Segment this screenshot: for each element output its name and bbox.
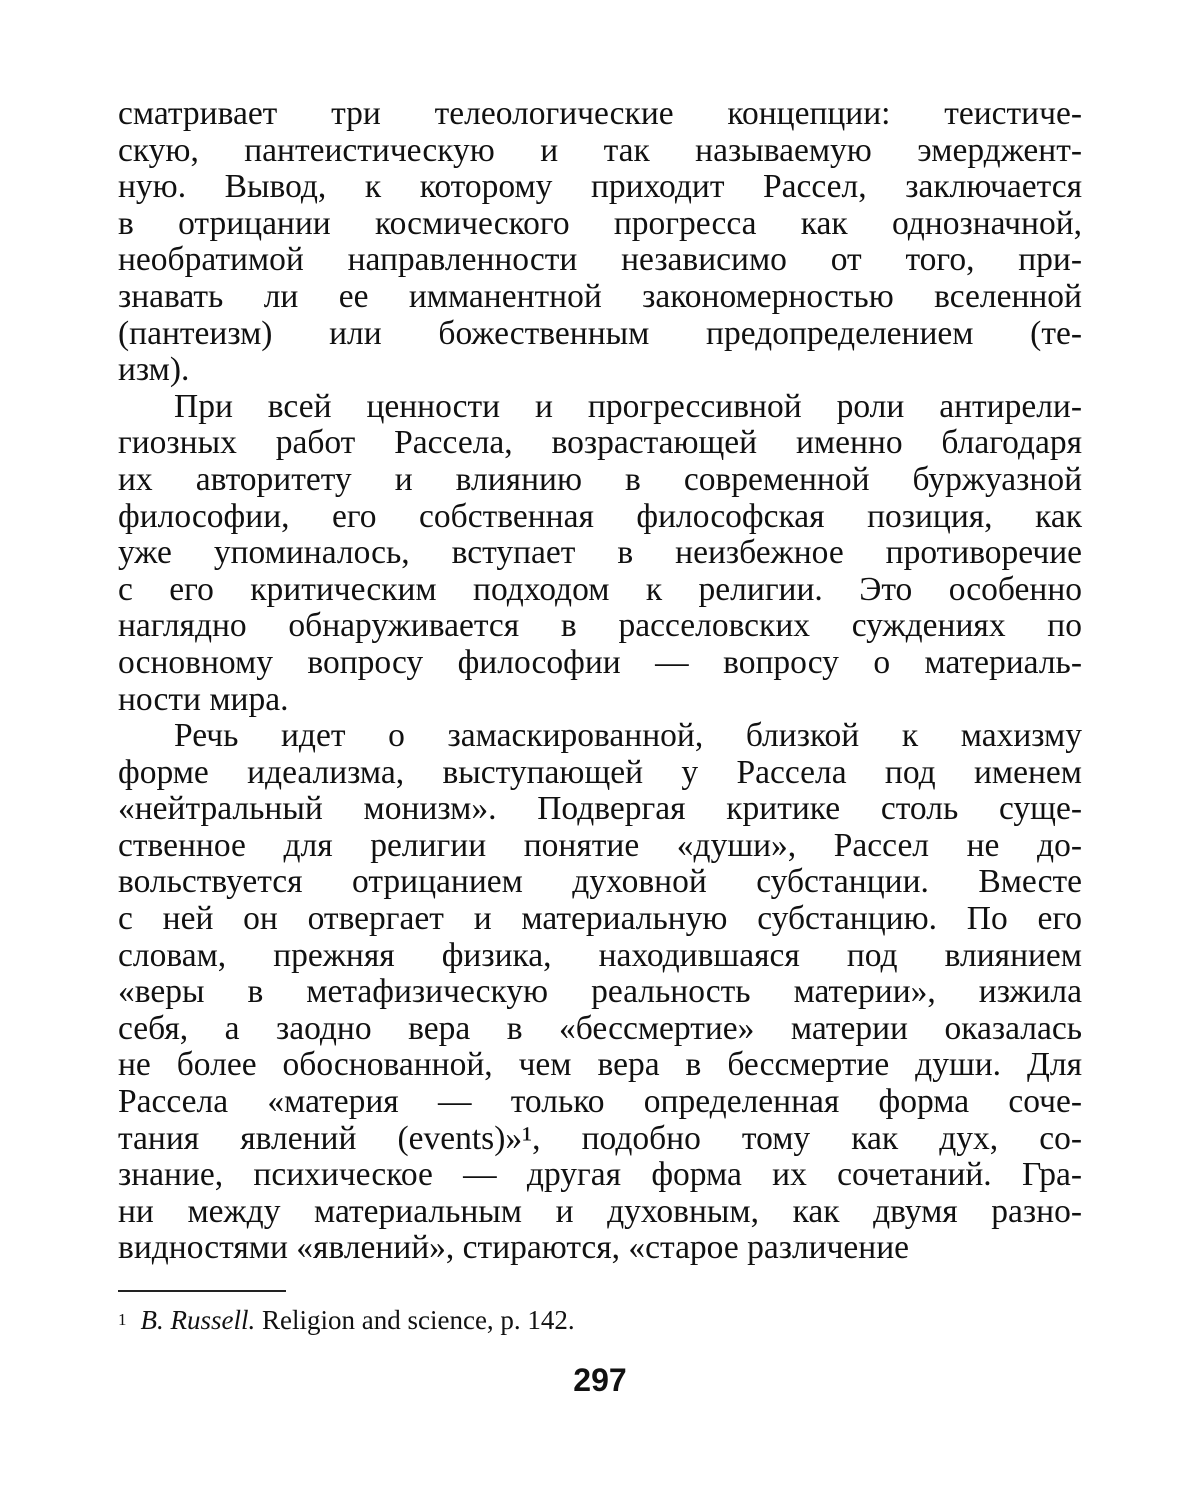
- text-line: себя, а заодно вера в «бессмертие» материи оказалась: [118, 1009, 1082, 1047]
- text-line: основному вопросу философии — вопросу о материаль-: [118, 643, 1082, 681]
- text-line: «нейтральный монизм». Подвергая критике столь суще-: [118, 790, 1082, 828]
- text-line: ственное для религии понятие «души», Рассел не до-: [118, 826, 1082, 864]
- text-line: При всей ценности и прогрессивной роли антирели-: [174, 387, 1082, 425]
- footnote-marker: 1: [118, 1310, 127, 1329]
- text-line: Речь идет о замаскированной, близкой к махизму: [174, 717, 1082, 755]
- text-line: изм).: [118, 351, 190, 389]
- text-line: ности мира.: [118, 680, 289, 718]
- text-line: вольствуется отрицанием духовной субстанции. Вместе: [118, 863, 1082, 901]
- text-line: видностями «явлений», стираются, «старое различение: [118, 1229, 910, 1267]
- text-line: «веры в метафизическую реальность материи», изжила: [118, 973, 1082, 1011]
- footnote-divider: [118, 1290, 286, 1292]
- text-line: необратимой направленности независимо от того, при-: [118, 241, 1082, 279]
- text-line: словам, прежняя физика, находившаяся под влиянием: [118, 936, 1082, 974]
- page-body: [118, 96, 1082, 1267]
- text-line: ную. Вывод, к которому приходит Рассел, заключается: [118, 168, 1082, 206]
- text-line: Рассела «материя — только определенная форма соче-: [118, 1083, 1082, 1121]
- text-line: сматривает три телеологические концепции: теистиче-: [118, 95, 1082, 132]
- text-line: ни между материальным и духовным, как двумя разно-: [118, 1192, 1082, 1230]
- text-line: с ней он отвергает и материальную субстанцию. По его: [118, 900, 1082, 938]
- text-line: в отрицании космического прогресса как однозначной,: [118, 204, 1082, 242]
- text-line: не более обоснованной, чем вера в бессмертие души. Для: [118, 1046, 1082, 1084]
- text-line: наглядно обнаруживается в расселовских суждениях по: [118, 607, 1082, 645]
- footnote-author: B. Russell.: [140, 1305, 256, 1335]
- paragraph-2: [118, 389, 1082, 718]
- text-line: форме идеализма, выступающей у Рассела под именем: [118, 753, 1082, 791]
- text-line: их авторитету и влиянию в современной буржуазной: [118, 460, 1082, 498]
- text-line: с его критическим подходом к религии. Это особенно: [118, 570, 1082, 608]
- text-line: философии, его собственная философская позиция, как: [118, 497, 1082, 535]
- text-line: знавать ли ее имманентной закономерностью вселенной: [118, 277, 1082, 315]
- footnote: [118, 1304, 575, 1336]
- text-line: тания явлений (events)»¹, подобно тому как дух, со-: [118, 1119, 1082, 1157]
- page-number: 297: [573, 1362, 627, 1398]
- text-line: уже упоминалось, вступает в неизбежное противоречие: [118, 534, 1082, 572]
- text-line: (пантеизм) или божественным предопределением (те-: [118, 314, 1082, 352]
- paragraph-3: [118, 718, 1082, 1267]
- text-line: скую, пантеистическую и так называемую эмерджент-: [118, 131, 1082, 169]
- text-line: гиозных работ Рассела, возрастающей именно благодаря: [118, 424, 1082, 462]
- paragraph-1: [118, 96, 1082, 389]
- text-line: знание, психическое — другая форма их сочетаний. Гра-: [118, 1156, 1082, 1194]
- footnote-text: Religion and science, p. 142.: [255, 1305, 575, 1335]
